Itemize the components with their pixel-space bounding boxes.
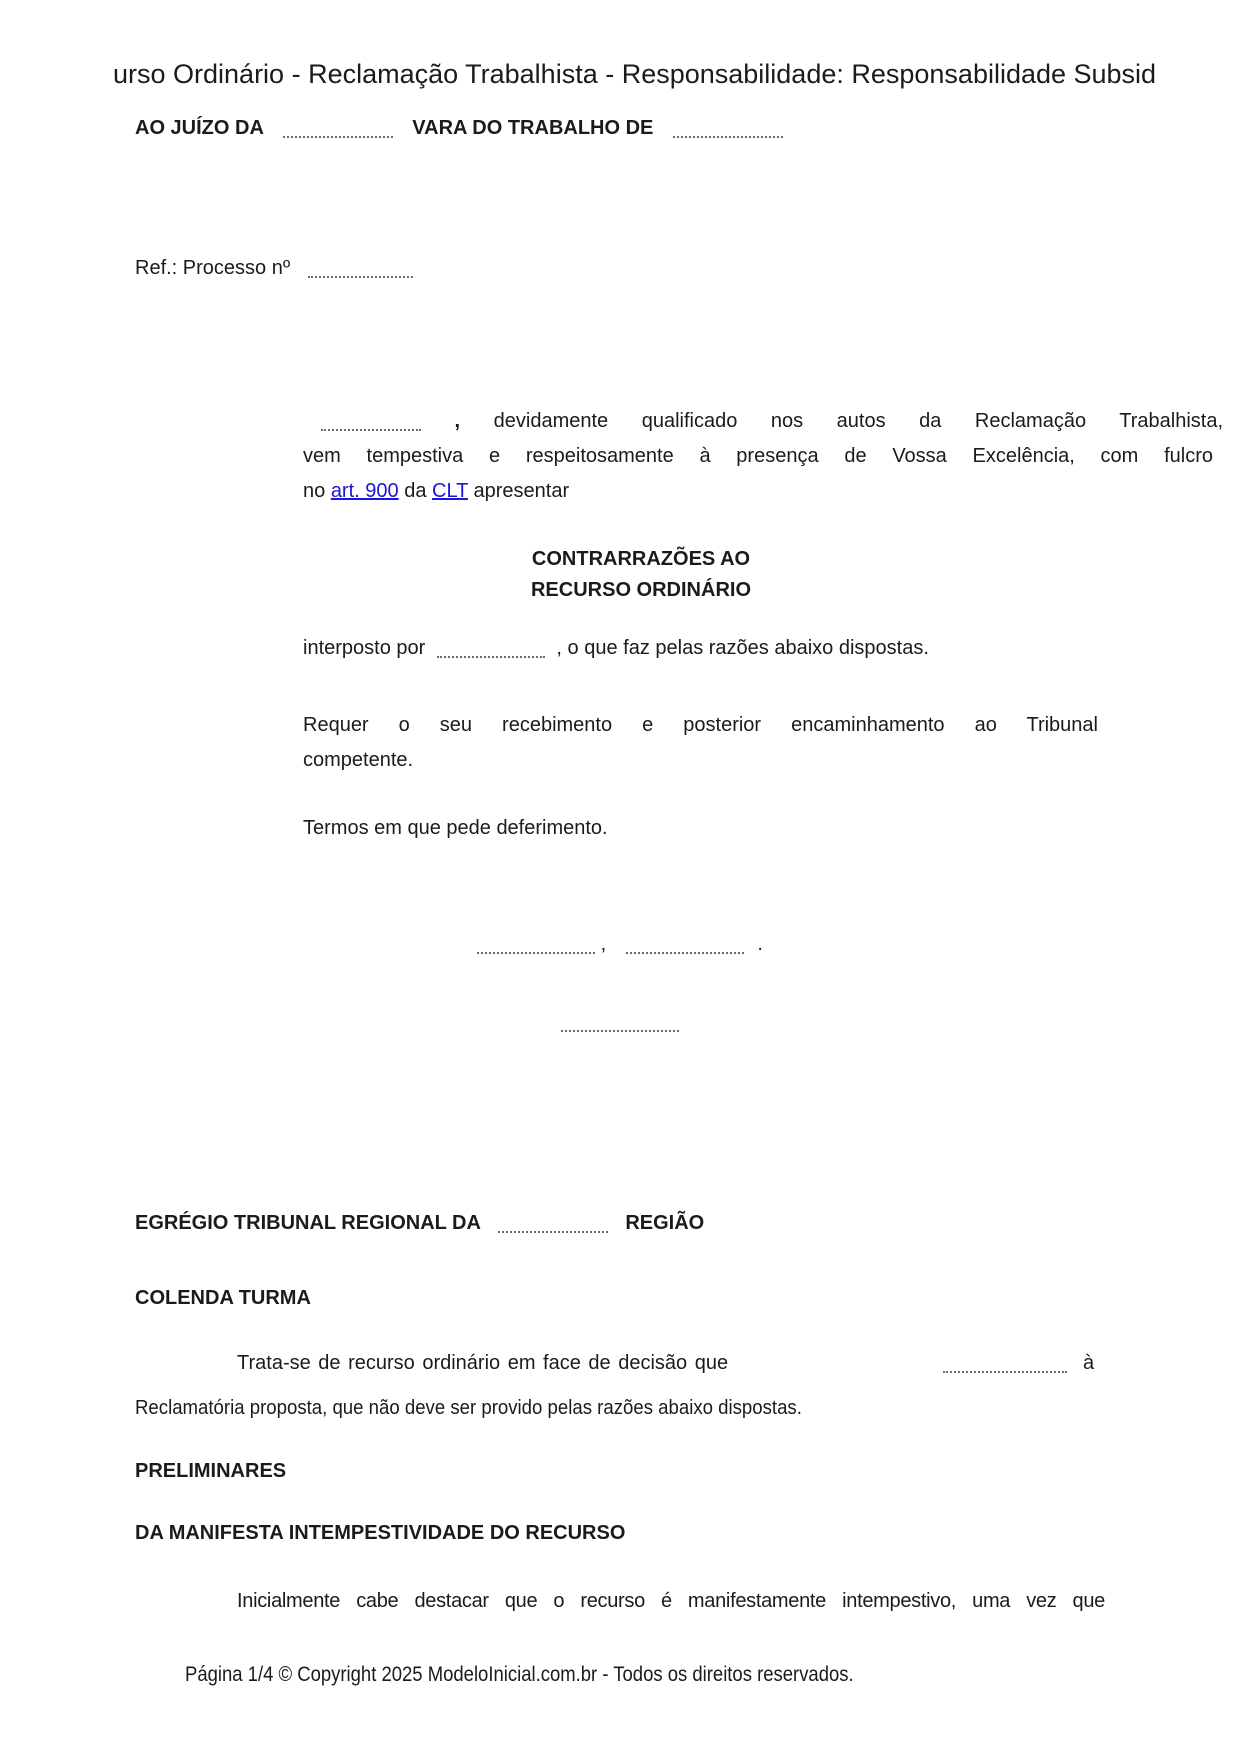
- intro-line1-text: devidamente qualificado nos autos da Reclamação Trabalhista,: [493, 410, 1223, 432]
- intro-line3-pre: no: [303, 480, 326, 502]
- intro-line3-post: apresentar: [473, 480, 570, 502]
- requer-paragraph-line1: Requer o seu recebimento e posterior encaminhamento ao Tribunal: [303, 714, 1098, 736]
- reclamatoria-line: Reclamatória proposta, que não deve ser provido pelas razões abaixo dispostas.: [135, 1397, 802, 1419]
- intro-comma: ,: [454, 410, 461, 432]
- blank-field-appellant: [437, 641, 545, 658]
- blank-field-party-name: [321, 414, 421, 431]
- intro-line3-mid: da: [404, 480, 427, 502]
- egregio-pre: EGRÉGIO TRIBUNAL REGIONAL DA: [135, 1212, 481, 1234]
- blank-field-city-signature: [477, 937, 595, 954]
- intro-paragraph-line2: vem tempestiva e respeitosamente à presença de Vossa Excelência, com fulcro: [303, 445, 1213, 467]
- city-date-comma: ,: [600, 933, 607, 955]
- interposto-pre: interposto por: [303, 637, 426, 659]
- blank-field-process-number: [308, 261, 413, 278]
- addressing-part2: VARA DO TRABALHO DE: [412, 117, 654, 139]
- link-art-900[interactable]: art. 900: [330, 480, 399, 502]
- requer-paragraph-line2: competente.: [303, 749, 414, 771]
- egregio-line: [135, 1211, 704, 1235]
- intempestividade-heading: DA MANIFESTA INTEMPESTIVIDADE DO RECURSO: [135, 1522, 626, 1544]
- reference-line: [135, 256, 413, 280]
- city-date-line: [0, 932, 1240, 956]
- egregio-post: REGIÃO: [625, 1212, 705, 1234]
- addressing-part1: AO JUÍZO DA: [135, 117, 264, 139]
- blank-field-date: [626, 937, 744, 954]
- trata-se-text: Trata-se de recurso ordinário em face de decisão que: [237, 1352, 729, 1374]
- reference-label: Ref.: Processo nº: [135, 257, 291, 279]
- blank-field-signature: [561, 1015, 679, 1032]
- interposto-post: , o que faz pelas razões abaixo dispostas.: [556, 637, 929, 659]
- intro-paragraph-line3: [303, 479, 569, 503]
- document-title-line1: CONTRARRAZÕES AO: [531, 548, 751, 570]
- termos-line: Termos em que pede deferimento.: [303, 817, 608, 839]
- document-header-title: urso Ordinário - Reclamação Trabalhista - Responsabilidade: Responsabilidade Subsid: [113, 59, 1157, 89]
- blank-field-city: [673, 121, 783, 138]
- trata-se-post: à: [1083, 1352, 1095, 1374]
- interposto-line: [303, 636, 929, 660]
- addressing-line: [135, 116, 783, 140]
- document-title-line2: RECURSO ORDINÁRIO: [530, 579, 751, 601]
- intro-paragraph-line1: [303, 409, 1223, 433]
- city-date-period: .: [757, 933, 763, 955]
- preliminares-heading: PRELIMINARES: [135, 1460, 287, 1482]
- signature-line: [0, 1010, 1240, 1034]
- colenda-heading: COLENDA TURMA: [135, 1287, 311, 1309]
- inicialmente-line: Inicialmente cabe destacar que o recurso é manifestamente intempestivo, uma vez que: [237, 1590, 1105, 1612]
- blank-field-decision: [943, 1356, 1067, 1373]
- trata-se-blank-wrap: [943, 1351, 1067, 1375]
- link-clt[interactable]: CLT: [432, 480, 468, 502]
- blank-field-vara-number: [283, 121, 393, 138]
- blank-field-region-number: [498, 1216, 608, 1233]
- page-footer: Página 1/4 © Copyright 2025 ModeloInicial.com.br - Todos os direitos reservados.: [185, 1663, 854, 1686]
